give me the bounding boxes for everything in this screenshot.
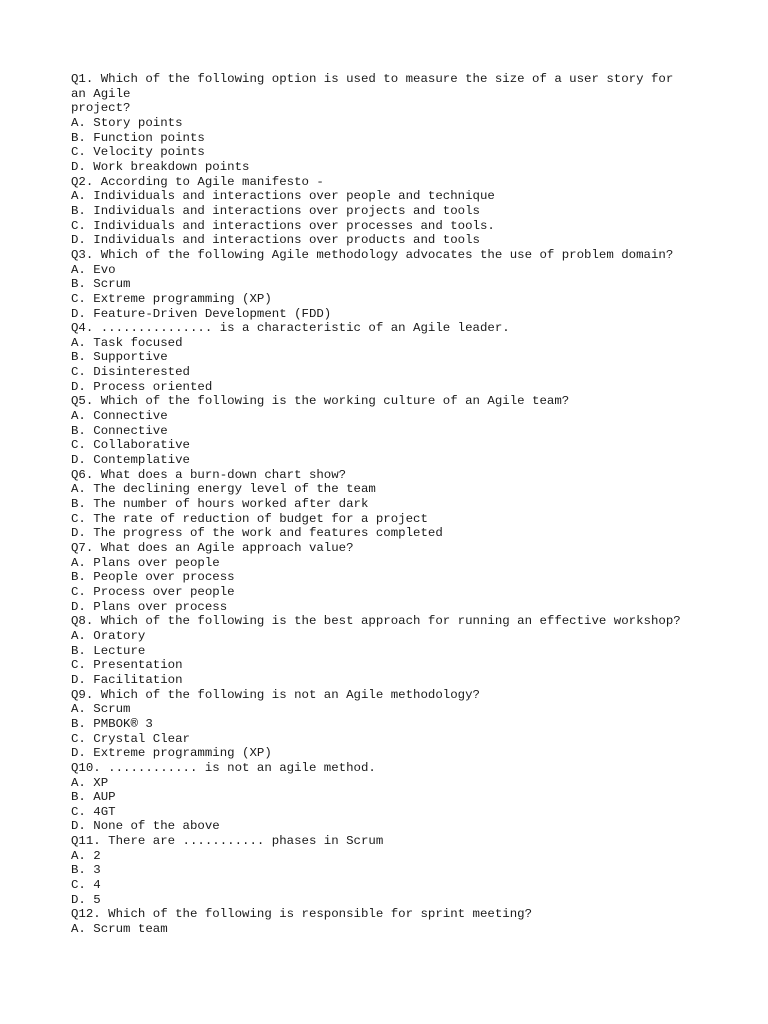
- text-line: C. Collaborative: [71, 438, 190, 453]
- text-line: an Agile: [71, 86, 131, 101]
- text-line: C. 4: [71, 878, 101, 893]
- text-line: D. Work breakdown points: [71, 159, 250, 174]
- text-line: Q4. ............... is a characteristic of an Agile leader.: [71, 321, 510, 336]
- text-line: D. 5: [71, 892, 101, 907]
- text-line: C. 4GT: [71, 804, 116, 819]
- text-line: Q5. Which of the following is the working culture of an Agile team?: [71, 394, 570, 409]
- text-line: Q1. Which of the following option is used to measure the size of a user story for: [71, 72, 674, 86]
- text-line: B. Function points: [71, 130, 205, 145]
- text-line: B. Scrum: [71, 277, 131, 292]
- text-line: B. The number of hours worked after dark: [71, 497, 369, 512]
- text-line: D. Facilitation: [71, 672, 183, 687]
- text-line: C. Extreme programming (XP): [71, 291, 272, 306]
- text-line: Q6. What does a burn-down chart show?: [71, 467, 347, 482]
- text-line: D. Plans over process: [71, 599, 228, 614]
- text-line: A. 2: [71, 848, 101, 863]
- text-line: A. Connective: [71, 409, 168, 424]
- text-line: Q12. Which of the following is responsible for sprint meeting?: [71, 907, 533, 922]
- text-line: A. XP: [71, 775, 109, 790]
- text-line: B. 3: [71, 863, 101, 878]
- text-line: A. Plans over people: [71, 555, 220, 570]
- text-line: B. Individuals and interactions over projects and tools: [71, 203, 480, 218]
- document-page: [71, 72, 701, 937]
- text-line: A. Oratory: [71, 628, 146, 643]
- text-line: A. Individuals and interactions over people and technique: [71, 189, 495, 204]
- text-line: A. Scrum team: [71, 922, 168, 937]
- text-line: Q3. Which of the following Agile methodology advocates the use of problem domain?: [71, 247, 674, 262]
- text-line: Q7. What does an Agile approach value?: [71, 541, 354, 555]
- text-line: Q8. Which of the following is the best approach for running an effective workshop?: [71, 614, 681, 629]
- text-line: project?: [71, 101, 131, 116]
- text-line: C. Crystal Clear: [71, 731, 190, 746]
- text-line: B. Supportive: [71, 350, 168, 365]
- text-line: B. People over process: [71, 570, 235, 585]
- text-line: C. The rate of reduction of budget for a project: [71, 511, 428, 526]
- text-line: B. Connective: [71, 423, 168, 438]
- text-line: C. Velocity points: [71, 145, 205, 160]
- text-line: Q2. According to Agile manifesto -: [71, 174, 324, 189]
- text-line: B. Lecture: [71, 643, 146, 658]
- text-line: Q9. Which of the following is not an Agile methodology?: [71, 687, 480, 702]
- text-line: B. AUP: [71, 790, 116, 805]
- text-line: B. PMBOK® 3: [71, 716, 153, 731]
- text-line: C. Process over people: [71, 584, 235, 599]
- text-line: A. Scrum: [71, 702, 131, 717]
- text-line: D. Feature-Driven Development (FDD): [71, 306, 332, 321]
- text-line: D. None of the above: [71, 819, 220, 834]
- text-line: C. Disinterested: [71, 365, 190, 380]
- text-line: A. The declining energy level of the team: [71, 482, 376, 497]
- text-line: D. Process oriented: [71, 379, 213, 394]
- text-line: D. The progress of the work and features completed: [71, 526, 443, 541]
- text-line: A. Evo: [71, 262, 116, 277]
- text-line: A. Story points: [71, 115, 183, 130]
- text-line: Q10. ............ is not an agile method.: [71, 760, 376, 775]
- text-line: Q11. There are ........... phases in Scrum: [71, 834, 384, 849]
- text-line: D. Contemplative: [71, 453, 190, 468]
- text-line: C. Individuals and interactions over processes and tools.: [71, 218, 495, 233]
- text-line: C. Presentation: [71, 658, 183, 673]
- text-line: D. Extreme programming (XP): [71, 746, 272, 761]
- text-line: D. Individuals and interactions over products and tools: [71, 233, 480, 248]
- text-line: A. Task focused: [71, 335, 183, 350]
